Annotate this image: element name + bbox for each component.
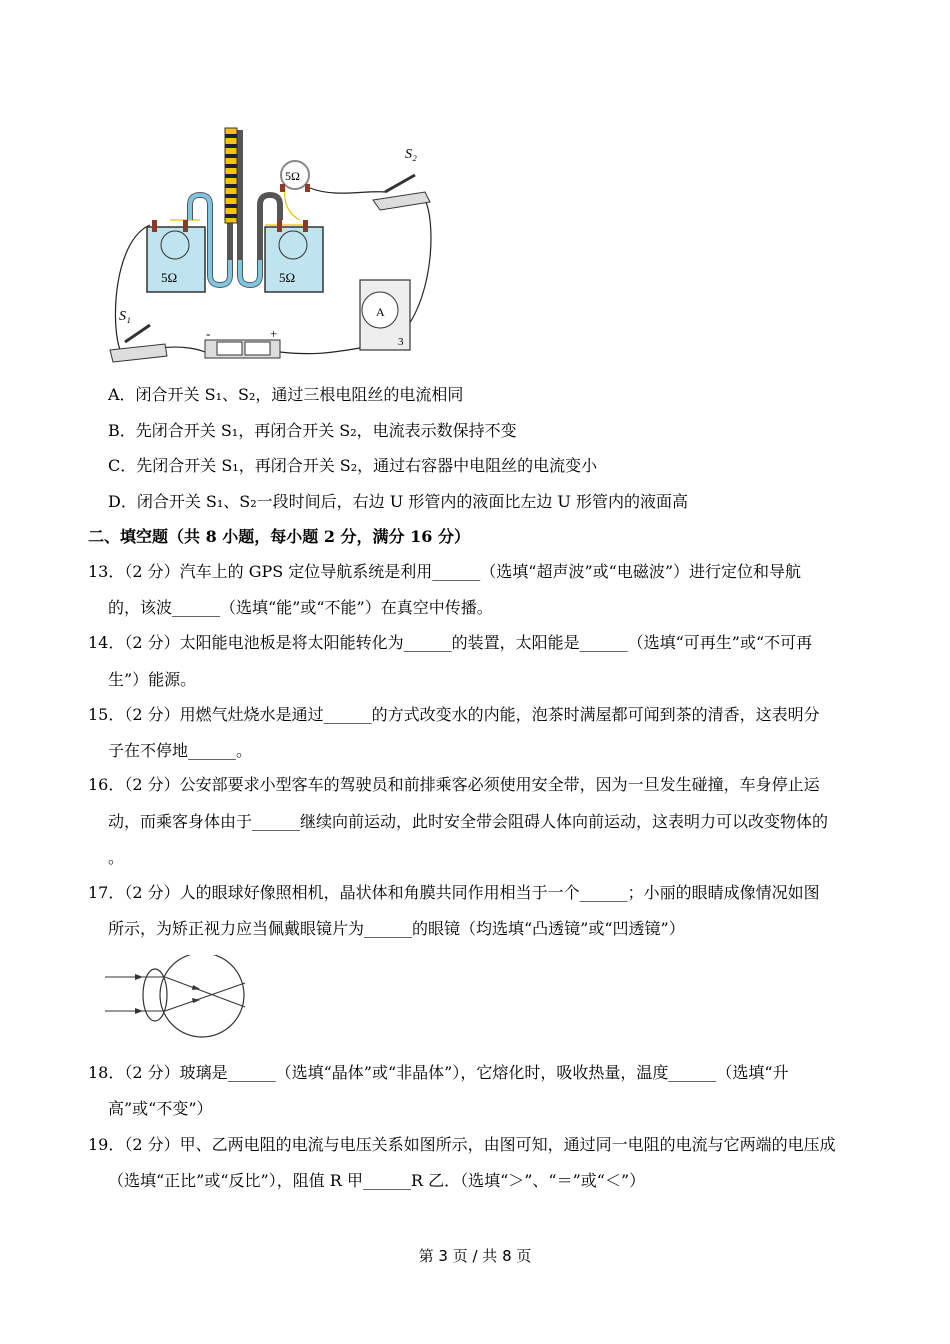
- q18-line1: 18．（2 分）玻璃是______（选填“晶体”或“非晶体”），它熔化时，吸收热量，温度______（选填“升: [88, 1063, 789, 1082]
- q12-option-b: B．先闭合开关 S₁，再闭合开关 S₂，电流表示数保持不变: [108, 421, 517, 440]
- right-resistor-label: 5Ω: [279, 270, 296, 285]
- q19-line2: （选填“正比”或“反比”），阻值 R 甲______R 乙．（选填“＞”、“＝”或“＜”）: [108, 1171, 646, 1190]
- q13-line2: 的，该波______（选填“能”或“不能”）在真空中传播。: [108, 598, 493, 617]
- q18-line2: 高”或“不变”）: [108, 1099, 213, 1118]
- circuit-diagram: [105, 120, 445, 370]
- q16-line1: 16．（2 分）公安部要求小型客车的驾驶员和前排乘客必须使用安全带，因为一旦发生碰撞，车身停止运: [88, 775, 820, 794]
- q17-line2: 所示，为矫正视力应当佩戴眼镜片为______的眼镜（均选填“凸透镜”或“凹透镜”）: [108, 919, 685, 938]
- section-heading: 二、填空题（共 8 小题，每小题 2 分，满分 16 分）: [88, 527, 470, 546]
- battery-plus: +: [270, 326, 278, 341]
- q14-line2: 生”）能源。: [108, 670, 197, 689]
- ammeter-label: A: [376, 305, 385, 319]
- q19-line1: 19．（2 分）甲、乙两电阻的电流与电压关系如图所示，由图可知，通过同一电阻的电流与它两端的电压成: [88, 1135, 836, 1154]
- battery-minus: -: [206, 326, 211, 341]
- q16-line3: 。: [108, 848, 125, 867]
- top-resistor-label: 5Ω: [285, 169, 300, 183]
- q12-option-c: C．先闭合开关 S₁，再闭合开关 S₂，通过右容器中电阻丝的电流变小: [108, 456, 598, 475]
- q14-line1: 14．（2 分）太阳能电池板是将太阳能转化为______的装置，太阳能是______（选填“可再生”或“不可再: [88, 633, 813, 652]
- q16-line2: 动，而乘客身体由于______继续向前运动，此时安全带会阻碍人体向前运动，这表明力可以改变物体的: [108, 812, 829, 831]
- s1-label: S₁: [119, 309, 131, 324]
- left-resistor-label: 5Ω: [161, 270, 178, 285]
- q13-line1: 13．（2 分）汽车上的 GPS 定位导航系统是利用______（选填“超声波”或“电磁波”）进行定位和导航: [88, 562, 802, 581]
- q17-line1: 17．（2 分）人的眼球好像照相机，晶状体和角膜共同作用相当于一个______；小丽的眼睛成像情况如图: [88, 883, 820, 902]
- ammeter-terminal: 3: [398, 336, 404, 348]
- q15-line2: 子在不停地______。: [108, 741, 253, 760]
- s2-label: S₂: [405, 147, 417, 162]
- q12-option-d: D．闭合开关 S₁、S₂一段时间后，右边 U 形管内的液面比左边 U 形管内的液面高: [108, 492, 688, 511]
- q12-option-a: A．闭合开关 S₁、S₂，通过三根电阻丝的电流相同: [108, 385, 464, 404]
- page-footer: 第 3 页 / 共 8 页: [418, 1247, 532, 1265]
- eye-diagram: [105, 955, 250, 1045]
- q15-line1: 15．（2 分）用燃气灶烧水是通过______的方式改变水的内能，泡茶时满屋都可闻到茶的清香，这表明分: [88, 705, 820, 724]
